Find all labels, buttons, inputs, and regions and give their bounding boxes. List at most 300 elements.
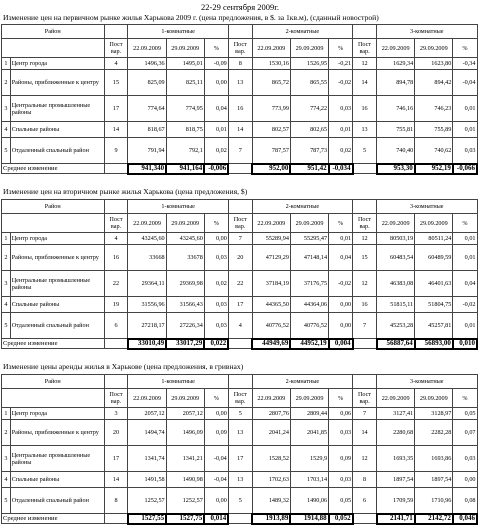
percent-cell: -0,02 [329,271,353,297]
district-name: Центр города [10,408,104,420]
price-cell: 3127,41 [377,408,415,420]
percent-cell: 0,02 [204,271,228,297]
offer-count-cell: 3 [104,408,128,420]
price-cell: 865,55 [290,70,328,96]
average-price-cell: 1527,75 [166,514,204,524]
average-percent-cell: 0,004 [329,339,353,349]
price-cell: 2041,24 [252,420,290,446]
percent-cell: 0,00 [453,472,477,488]
section-title-secondary: Изменение цен на вторичном рынке жилья Харькова (цена предложения, $) [3,187,248,196]
spacer-cell [104,339,128,349]
spacer-cell [104,25,128,39]
price-cell: 1529,9 [290,446,328,472]
price-cell: 44364,06 [290,297,328,313]
percent-cell: 0,09 [204,420,228,446]
offer-count-cell: 16 [353,297,377,313]
price-cell: 1495,01 [166,58,204,70]
spacer-cell [353,25,377,39]
section-title-rent: Изменение цены аренды жилья в Харькове (цена предложения, в гривнах) [3,362,244,371]
offer-count-header: Пост вар. [228,39,252,58]
price-cell: 825,09 [128,70,166,96]
offer-count-cell: 4 [104,233,128,245]
district-name: Районы, приближенные к центру [10,70,104,96]
price-cell: 45253,28 [377,313,415,339]
average-price-cell: 2141,71 [377,514,415,524]
spacer-cell [353,514,377,524]
spacer-cell [104,514,128,524]
percent-cell: 0,00 [204,408,228,420]
percent-cell: -0,04 [204,446,228,472]
offer-count-cell: 12 [353,446,377,472]
percent-cell: 0,03 [204,297,228,313]
date-header: 22.09.2009 [128,39,166,58]
date-header: 29.09.2009 [290,389,328,408]
offer-count-cell: 7 [353,408,377,420]
row-number: 4 [2,122,11,138]
average-price-cell: 1914,88 [290,514,328,524]
percent-cell: 0,00 [329,297,353,313]
price-cell: 740,40 [377,138,415,164]
offer-count-header: Пост вар. [228,214,252,233]
date-header: 22.09.2009 [377,214,415,233]
price-cell: 31556,96 [128,297,166,313]
price-cell: 47129,29 [252,245,290,271]
offer-count-cell: 13 [228,70,252,96]
price-cell: 1490,98 [166,472,204,488]
price-cell: 818,67 [128,122,166,138]
average-label: Среднее изменение [2,164,105,174]
percent-cell: 0,01 [329,233,353,245]
price-cell: 37184,19 [252,271,290,297]
row-number: 3 [2,271,11,297]
price-cell: 2041,85 [290,420,328,446]
section-title-primary: Изменение цен на первичном рынке жилья Харькова 2009 г. (цена предложения, в $. за 1кв.м), (сданный новострой) [3,13,379,22]
price-cell: 825,11 [166,70,204,96]
percent-cell: 0,00 [204,233,228,245]
average-percent-cell: -0,066 [453,164,477,174]
percent-cell: -0,09 [204,58,228,70]
price-cell: 774,22 [290,96,328,122]
date-header: 29.09.2009 [415,39,453,58]
date-header: 29.09.2009 [166,214,204,233]
spacer-cell [104,375,128,389]
district-header: Район [2,200,105,214]
offer-count-cell: 16 [353,96,377,122]
offer-count-cell: 8 [353,472,377,488]
offer-count-cell: 4 [104,58,128,70]
spacer-cell [353,200,377,214]
district-name: Отдаленный спальный район [10,488,104,514]
price-cell: 1629,34 [377,58,415,70]
date-header: 22.09.2009 [377,389,415,408]
average-percent-cell: 0,022 [204,339,228,349]
price-cell: 755,89 [415,122,453,138]
price-cell: 37176,75 [290,271,328,297]
price-cell: 3128,97 [415,408,453,420]
row-number: 5 [2,138,11,164]
offer-count-cell: 9 [104,138,128,164]
table-rent [1,374,478,525]
table-row [2,271,478,297]
table-row [2,408,478,420]
row-number: 2 [2,420,11,446]
price-cell: 44365,50 [252,297,290,313]
price-cell: 1491,58 [128,472,166,488]
percent-cell: 0,00 [329,313,353,339]
price-cell: 2807,76 [252,408,290,420]
room-type-header: 1-комнатные [128,25,228,39]
offer-count-cell: 20 [104,420,128,446]
price-cell: 1710,96 [415,488,453,514]
offer-count-header: Пост вар. [353,214,377,233]
price-cell: 46383,08 [377,271,415,297]
price-cell: 60489,59 [415,245,453,271]
percent-header: % [453,389,477,408]
offer-count-cell: 15 [353,245,377,271]
row-number: 1 [2,408,11,420]
average-price-cell: 1913,89 [252,514,290,524]
table-row [2,233,478,245]
empty-header-cell [2,214,105,233]
price-cell: 55295,47 [290,233,328,245]
spacer-cell [104,164,128,174]
percent-cell: 0,08 [453,488,477,514]
price-cell: 29364,11 [128,271,166,297]
offer-count-header: Пост вар. [104,39,128,58]
row-number: 1 [2,58,11,70]
price-cell: 29369,98 [166,271,204,297]
price-cell: 2057,12 [166,408,204,420]
offer-count-cell: 15 [104,70,128,96]
average-percent-cell: 0,046 [453,514,477,524]
table-row [2,420,478,446]
average-label: Среднее изменение [2,339,105,349]
average-price-cell: 56887,64 [377,339,415,349]
average-price-cell: 941,340 [128,164,166,174]
average-label: Среднее изменение [2,514,105,524]
percent-cell: 0,06 [329,408,353,420]
percent-cell: 0,03 [329,420,353,446]
percent-cell: 0,03 [453,446,477,472]
average-price-cell: 952,00 [252,164,290,174]
average-row [2,339,478,349]
price-cell: 1341,74 [128,446,166,472]
table-row [2,70,478,96]
offer-count-cell: 7 [353,313,377,339]
average-percent-cell: 0,052 [329,514,353,524]
date-header: 29.09.2009 [290,39,328,58]
offer-count-cell: 22 [228,271,252,297]
row-number: 4 [2,297,11,313]
price-cell: 80503,19 [377,233,415,245]
offer-count-cell: 5 [228,408,252,420]
percent-cell: 0,02 [329,138,353,164]
price-cell: 774,95 [166,96,204,122]
percent-cell: 0,05 [453,408,477,420]
percent-cell: 0,02 [204,138,228,164]
percent-cell: 0,03 [329,96,353,122]
offer-count-header: Пост вар. [104,214,128,233]
offer-count-header: Пост вар. [353,39,377,58]
offer-count-cell: 19 [104,297,128,313]
room-type-header: 3-комнатные [377,375,477,389]
spacer-cell [228,375,252,389]
price-cell: 773,99 [252,96,290,122]
row-number: 4 [2,472,11,488]
price-cell: 51804,75 [415,297,453,313]
table-secondary-market [1,199,478,350]
average-percent-cell: -0,006 [204,164,228,174]
price-cell: 1693,35 [377,446,415,472]
price-cell: 60483,54 [377,245,415,271]
date-header: 22.09.2009 [252,39,290,58]
percent-cell: 0,01 [329,122,353,138]
header-row-rooms [2,375,478,389]
price-cell: 47148,14 [290,245,328,271]
offer-count-cell: 14 [228,122,252,138]
room-type-header: 2-комнатные [252,375,352,389]
offer-count-cell: 8 [228,58,252,70]
price-cell: 1496,09 [166,420,204,446]
offer-count-cell: 5 [353,138,377,164]
price-cell: 755,81 [377,122,415,138]
price-cell: 774,64 [128,96,166,122]
price-cell: 33668 [128,245,166,271]
percent-cell: 0,01 [204,122,228,138]
price-cell: 1702,63 [252,472,290,488]
empty-header-cell [2,389,105,408]
percent-header: % [453,39,477,58]
percent-header: % [329,39,353,58]
table-row [2,138,478,164]
row-number: 3 [2,96,11,122]
average-percent-cell: 0,014 [204,514,228,524]
spacer-cell [228,339,252,349]
offer-count-cell: 17 [228,446,252,472]
date-header: 29.09.2009 [166,39,204,58]
spacer-cell [353,339,377,349]
offer-count-cell: 22 [104,271,128,297]
price-cell: 787,57 [252,138,290,164]
price-cell: 2282,28 [415,420,453,446]
offer-count-header: Пост вар. [104,389,128,408]
table-row [2,297,478,313]
spacer-cell [353,375,377,389]
offer-count-cell: 13 [228,472,252,488]
district-header: Район [2,375,105,389]
header-row-rooms [2,25,478,39]
date-header: 29.09.2009 [166,389,204,408]
percent-cell: -0,34 [453,58,477,70]
price-cell: 740,62 [415,138,453,164]
header-row-dates [2,389,478,408]
offer-count-cell: 8 [104,488,128,514]
table-primary-market [1,24,478,175]
date-header: 22.09.2009 [252,214,290,233]
price-cell: 43245,60 [166,233,204,245]
price-cell: 818,75 [166,122,204,138]
price-cell: 1623,80 [415,58,453,70]
price-cell: 894,78 [377,70,415,96]
district-name: Районы, приближенные к центру [10,245,104,271]
table-row [2,58,478,70]
offer-count-cell: 6 [353,488,377,514]
price-cell: 46401,63 [415,271,453,297]
header-row-rooms [2,200,478,214]
district-name: Центр города [10,233,104,245]
percent-cell: 0,04 [453,271,477,297]
room-type-header: 3-комнатные [377,25,477,39]
price-cell: 746,16 [377,96,415,122]
price-cell: 1341,21 [166,446,204,472]
percent-cell: 0,09 [329,446,353,472]
average-row [2,514,478,524]
empty-header-cell [2,39,105,58]
spacer-cell [228,200,252,214]
average-price-cell: 2142,72 [415,514,453,524]
price-cell: 45257,81 [415,313,453,339]
price-cell: 802,57 [252,122,290,138]
average-price-cell: 44952,19 [290,339,328,349]
period-header: 22-29 сентября 2009г. [201,2,279,12]
percent-cell: 0,01 [453,233,477,245]
price-cell: 1897,54 [415,472,453,488]
price-cell: 1709,59 [377,488,415,514]
date-header: 22.09.2009 [128,214,166,233]
row-number: 2 [2,245,11,271]
percent-cell: -0,02 [329,70,353,96]
price-cell: 51815,11 [377,297,415,313]
percent-cell: 0,03 [204,245,228,271]
table-row [2,245,478,271]
percent-cell: 0,01 [453,313,477,339]
offer-count-cell: 5 [228,488,252,514]
price-cell: 1494,74 [128,420,166,446]
average-price-cell: 952,19 [415,164,453,174]
offer-count-cell: 13 [228,420,252,446]
table-row [2,313,478,339]
average-price-cell: 1527,55 [128,514,166,524]
percent-header: % [329,389,353,408]
price-cell: 792,1 [166,138,204,164]
percent-header: % [204,389,228,408]
offer-count-cell: 13 [353,122,377,138]
room-type-header: 1-комнатные [128,200,228,214]
price-cell: 1897,54 [377,472,415,488]
offer-count-cell: 6 [104,313,128,339]
percent-header: % [204,214,228,233]
row-number: 2 [2,70,11,96]
district-name: Отдаленный спальный район [10,313,104,339]
percent-cell: 0,00 [204,488,228,514]
room-type-header: 3-комнатные [377,200,477,214]
price-cell: 791,94 [128,138,166,164]
offer-count-cell: 17 [104,96,128,122]
district-name: Центральные промышленные районы [10,271,104,297]
price-cell: 55289,94 [252,233,290,245]
price-cell: 1252,57 [166,488,204,514]
district-name: Спальные районы [10,297,104,313]
average-percent-cell: 0,010 [453,339,477,349]
price-cell: 746,23 [415,96,453,122]
date-header: 22.09.2009 [377,39,415,58]
price-cell: 27226,34 [166,313,204,339]
average-price-cell: 33017,29 [166,339,204,349]
percent-cell: 0,01 [453,245,477,271]
row-number: 5 [2,488,11,514]
offer-count-cell: 16 [228,96,252,122]
offer-count-cell: 16 [104,245,128,271]
percent-cell: 0,05 [329,488,353,514]
price-cell: 2057,12 [128,408,166,420]
offer-count-cell: 17 [228,297,252,313]
percent-header: % [329,214,353,233]
price-cell: 894,42 [415,70,453,96]
price-cell: 33678 [166,245,204,271]
percent-cell: 0,03 [204,313,228,339]
price-cell: 865,72 [252,70,290,96]
percent-cell: 0,00 [204,70,228,96]
offer-count-cell: 12 [353,58,377,70]
percent-cell: 0,01 [453,96,477,122]
price-cell: 2809,44 [290,408,328,420]
price-cell: 43245,60 [128,233,166,245]
price-cell: 1528,52 [252,446,290,472]
district-name: Спальные районы [10,472,104,488]
price-cell: 1496,36 [128,58,166,70]
offer-count-cell: 14 [104,472,128,488]
header-row-dates [2,39,478,58]
spacer-cell [104,200,128,214]
spacer-cell [228,514,252,524]
district-name: Отдаленный спальный район [10,138,104,164]
price-cell: 2280,68 [377,420,415,446]
price-cell: 1526,95 [290,58,328,70]
offer-count-cell: 20 [228,245,252,271]
room-type-header: 2-комнатные [252,200,352,214]
offer-count-cell: 7 [228,138,252,164]
percent-cell: -0,04 [204,472,228,488]
price-cell: 1489,32 [252,488,290,514]
offer-count-cell: 17 [104,446,128,472]
percent-cell: -0,04 [453,70,477,96]
district-name: Спальные районы [10,122,104,138]
header-row-dates [2,214,478,233]
percent-header: % [204,39,228,58]
row-number: 3 [2,446,11,472]
price-cell: 802,65 [290,122,328,138]
date-header: 29.09.2009 [415,214,453,233]
price-cell: 1530,16 [252,58,290,70]
district-name: Центральные промышленные районы [10,446,104,472]
percent-cell: 0,03 [453,138,477,164]
price-cell: 80511,24 [415,233,453,245]
room-type-header: 1-комнатные [128,375,228,389]
percent-cell: 0,07 [453,420,477,446]
average-row [2,164,478,174]
average-percent-cell: -0,034 [329,164,353,174]
percent-cell: -0,02 [453,297,477,313]
district-name: Центральные промышленные районы [10,96,104,122]
offer-count-cell: 7 [228,233,252,245]
percent-header: % [453,214,477,233]
percent-cell: 0,01 [453,122,477,138]
table-row [2,122,478,138]
district-name: Центр города [10,58,104,70]
spacer-cell [353,164,377,174]
district-header: Район [2,25,105,39]
spacer-cell [228,164,252,174]
